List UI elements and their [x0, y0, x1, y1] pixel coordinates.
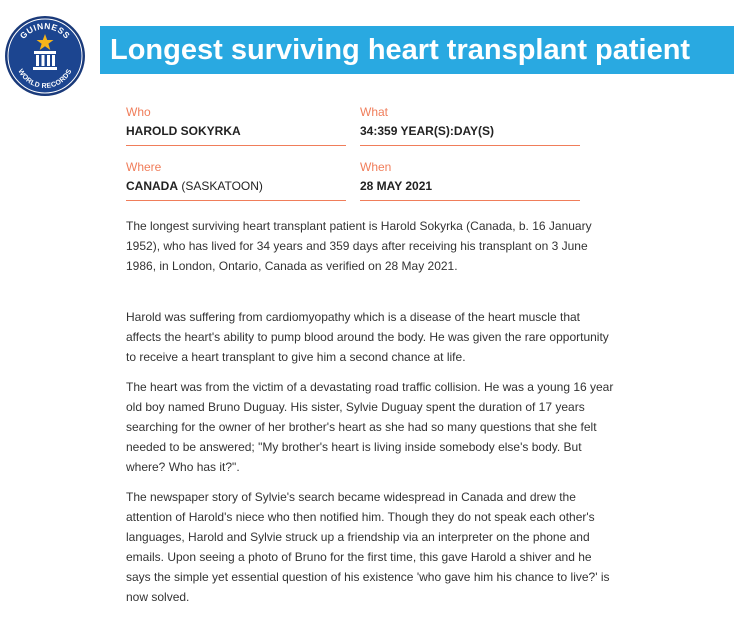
paragraph: The longest surviving heart transplant patient is Harold Sokyrka (Canada, b. 16 January 1952), who has lived for 34 years and 359 days after receiving his transplant on 3 June 1986, in London, Ontario, Canada as verified on 28 May 2021.	[126, 219, 592, 273]
record-description	[126, 216, 616, 617]
paragraph: The heart was from the victim of a devastating road traffic collision. He was a young 16 year old boy named Bruno Duguay. His sister, Sylvie Duguay spent the duration of 17 years searching for the owner of her brother's heart as she had so many questions that she felt needed to be answered; "My brother's heart is living inside somebody else's body. But where? Who has it?".	[126, 380, 614, 474]
fact-where	[126, 159, 346, 201]
fact-what-value: 34:359 YEAR(S):DAY(S)	[360, 124, 495, 138]
fact-where-label: Where	[126, 160, 162, 174]
fact-when-value: 28 MAY 2021	[360, 179, 433, 193]
fact-where-value-row	[126, 178, 346, 194]
logo-top-text: GUINNESS	[17, 20, 73, 41]
paragraph: Harold was suffering from cardiomyopathy which is a disease of the heart muscle that affects the heart's ability to pump blood around the body. He was given the rare opportunity to receive a heart transplant to give him a second chance at life.	[126, 310, 609, 364]
guinness-world-records-logo[interactable]	[4, 15, 86, 97]
fact-where-value: CANADA	[126, 179, 178, 193]
paragraph: The newspaper story of Sylvie's search became widespread in Canada and drew the attention of Harold's niece who then notified him. Though they do not speak each other's languages, Harold and Sylvie struck up a friendship via an interpreter on the phone and emails. Upon seeing a photo of Bruno for the first time, this gave Harold a shiver and he says the simple yet essential question of his existence 'who gave him his chance to live?' is now solved.	[126, 490, 610, 604]
fact-who	[126, 104, 346, 146]
page-title: Longest surviving heart transplant patient	[100, 26, 734, 74]
fact-who-label: Who	[126, 105, 151, 119]
fact-what-label: What	[360, 105, 389, 119]
fact-where-detail: (SASKATOON)	[178, 179, 263, 193]
fact-who-value: HAROLD SOKYRKA	[126, 124, 241, 138]
fact-when-label: When	[360, 160, 392, 174]
fact-what	[360, 104, 580, 146]
fact-when	[360, 159, 580, 201]
logo-bottom-text: WORLD RECORDS	[16, 68, 74, 91]
